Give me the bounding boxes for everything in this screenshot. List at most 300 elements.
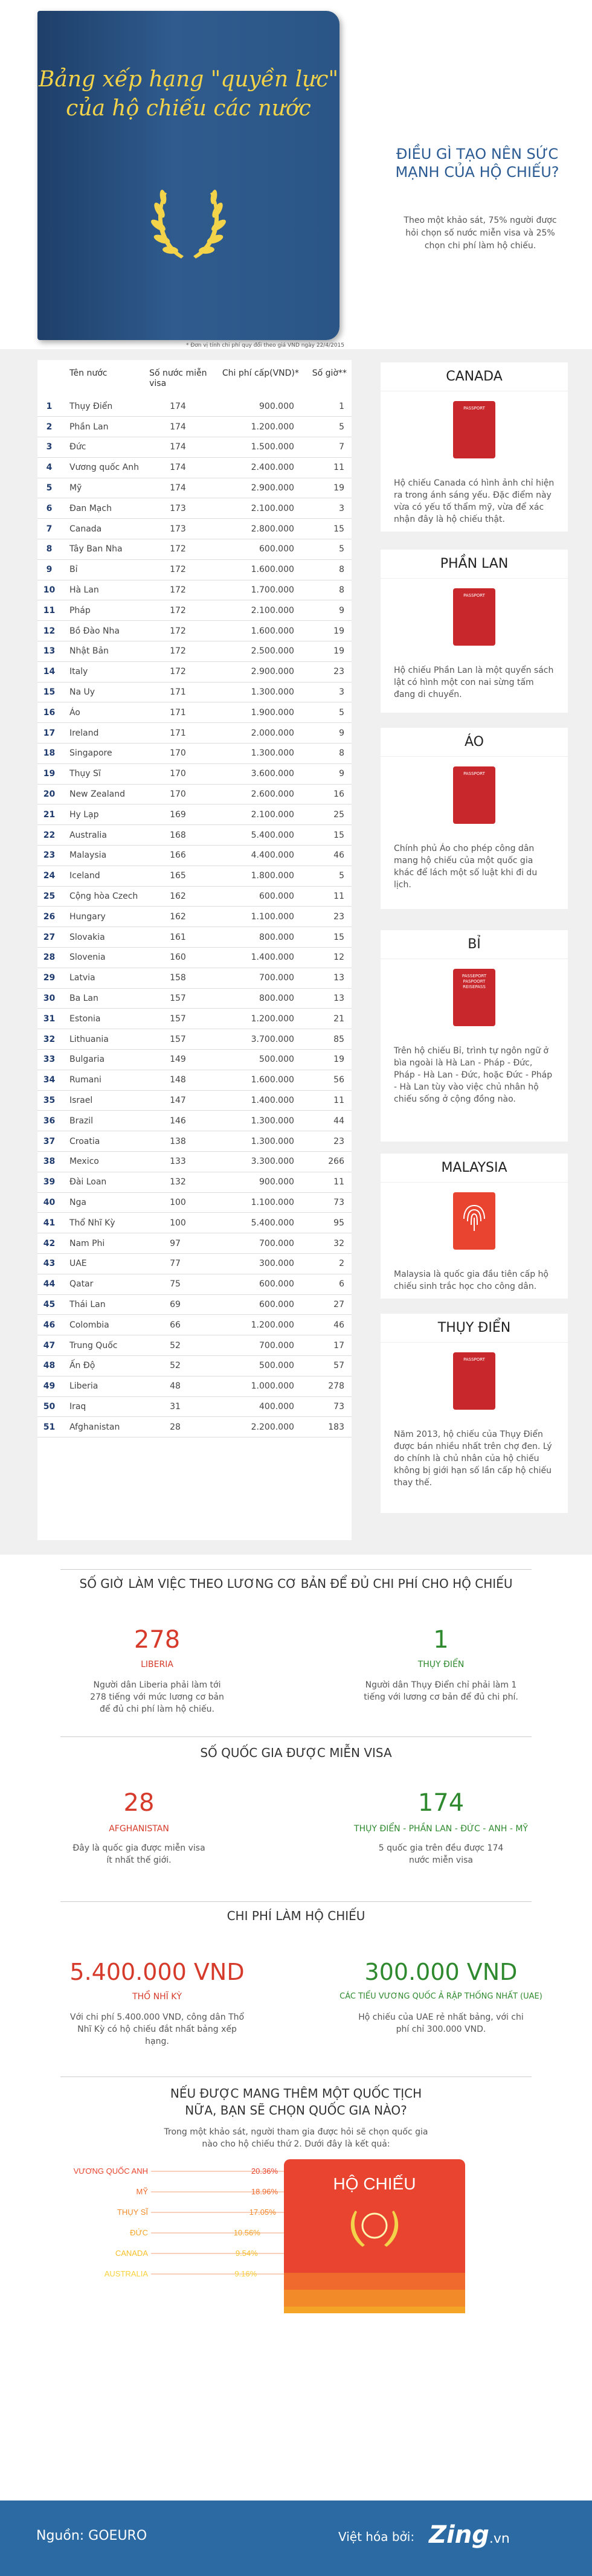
visa-free-cell: 166 xyxy=(170,850,186,861)
visa-free-cell: 157 xyxy=(170,1013,186,1024)
visa-free-cell: 157 xyxy=(170,994,186,1003)
source-text: Nguồn: GOEURO xyxy=(36,2528,147,2543)
table-row xyxy=(37,1294,352,1315)
table-row xyxy=(37,600,352,621)
why-body: Theo một khảo sát, 75% người được hỏi chọn số nước miễn visa và 25% chọn chi phí làm hộ chiếu. xyxy=(404,216,557,251)
hours-min-value: 1 xyxy=(433,1626,449,1654)
country-cell: Na Uy xyxy=(69,687,95,698)
table-row xyxy=(37,763,352,784)
chart-category-label: AUSTRALIA xyxy=(104,2269,148,2278)
hours-cell: 19 xyxy=(333,1055,344,1065)
hours-cell: 5 xyxy=(339,544,344,554)
table-row xyxy=(37,1355,352,1376)
rank-cell: 39 xyxy=(43,1177,56,1187)
rank-cell: 46 xyxy=(43,1320,56,1330)
country-cell: Croatia xyxy=(69,1136,100,1146)
table-row xyxy=(37,886,352,907)
table-row xyxy=(37,1009,352,1029)
hours-cell: 11 xyxy=(333,463,344,473)
passport-icon xyxy=(381,579,568,657)
cost-cell: 1.600.000 xyxy=(251,565,294,575)
country-cell: Qatar xyxy=(69,1279,94,1290)
cost-cell: 600.000 xyxy=(259,544,294,554)
rank-cell: 7 xyxy=(46,524,53,534)
passport-icon xyxy=(381,757,568,835)
rank-cell: 50 xyxy=(43,1401,56,1412)
rank-cell: 17 xyxy=(43,728,56,738)
country-cell: Mỹ xyxy=(69,483,82,493)
rank-cell: 4 xyxy=(46,463,53,473)
visa-free-cell: 132 xyxy=(170,1177,186,1187)
table-row xyxy=(37,437,352,458)
country-cell: Ireland xyxy=(69,728,99,738)
rank-cell: 27 xyxy=(43,932,56,942)
rank-cell: 30 xyxy=(43,994,56,1003)
fact-card xyxy=(381,362,568,532)
visa-max-desc: 5 quốc gia trên đều được 174 nước miễn visa xyxy=(378,1843,504,1865)
rank-cell: 16 xyxy=(43,707,56,718)
survey-intro: Trong một khảo sát, người tham gia được hỏi sẽ chọn quốc gia nào cho hộ chiếu thứ 2. Dưới đây là kết quả: xyxy=(164,2127,428,2149)
table-row xyxy=(37,723,352,744)
country-cell: Liberia xyxy=(69,1381,98,1392)
passport-cover xyxy=(37,11,339,340)
cost-max-country: THỔ NHĨ KỲ xyxy=(132,1992,182,2002)
fact-card-body: Năm 2013, hộ chiếu của Thụy Điển được bán nhiều nhất trên chợ đen. Lý do chính là chủ nhân của hộ chiếu không bị giới hạn số lần cấp hộ chiếu thay thế. xyxy=(394,1430,552,1488)
cost-cell: 2.400.000 xyxy=(251,463,294,473)
hours-cell: 15 xyxy=(333,524,344,534)
chart-value-label: 20.36% xyxy=(251,2166,278,2176)
table-row xyxy=(37,1131,352,1152)
visa-free-cell: 52 xyxy=(170,1361,181,1371)
visa-free-cell: 66 xyxy=(170,1320,181,1330)
visa-min-value: 28 xyxy=(123,1789,155,1817)
table-row xyxy=(37,702,352,723)
country-cell: UAE xyxy=(69,1259,87,1269)
visa-max-value: 174 xyxy=(417,1789,465,1817)
hours-max-value: 278 xyxy=(134,1626,181,1654)
cost-cell: 900.000 xyxy=(259,401,294,411)
hours-cell: 6 xyxy=(339,1279,344,1290)
cost-cell: 1.400.000 xyxy=(251,952,294,963)
hours-min-desc: Người dân Thụy Điển chỉ phải làm 1 tiếng với lương cơ bản để đủ chi phí. xyxy=(364,1680,518,1702)
cost-cell: 1.800.000 xyxy=(251,871,294,881)
rank-cell: 42 xyxy=(43,1238,56,1248)
table-row xyxy=(37,744,352,764)
rank-cell: 20 xyxy=(43,789,56,800)
hours-cell: 17 xyxy=(333,1340,344,1351)
country-cell: Canada xyxy=(69,524,102,534)
hours-cell: 21 xyxy=(333,1013,344,1024)
cost-cell: 1.200.000 xyxy=(251,1013,294,1024)
hours-cell: 5 xyxy=(339,707,344,718)
fact-card xyxy=(381,550,568,713)
hours-cell: 3 xyxy=(339,503,344,513)
cost-cell: 3.700.000 xyxy=(251,1034,294,1044)
survey-title-line-1: NẾU ĐƯỢC MANG THÊM MỘT QUỐC TỊCH xyxy=(170,2086,422,2101)
chart-category-label: CANADA xyxy=(115,2249,148,2258)
visa-free-cell: 170 xyxy=(170,769,186,779)
rank-cell: 2 xyxy=(46,422,53,432)
col-cost: Chi phí cấp(VND)* xyxy=(222,368,299,378)
visa-free-cell: 161 xyxy=(170,932,186,942)
country-cell: Nga xyxy=(69,1197,86,1207)
chart-value-label: 9.54% xyxy=(235,2249,258,2258)
country-cell: Nam Phi xyxy=(69,1238,105,1248)
cost-cell: 2.100.000 xyxy=(251,605,294,615)
rank-cell: 9 xyxy=(46,565,53,575)
rank-cell: 5 xyxy=(46,483,53,493)
chart-value-label: 17.05% xyxy=(249,2208,276,2217)
rank-cell: 10 xyxy=(43,585,56,596)
note-cost: * Đơn vị tính chi phí quy đổi theo giá VND ngày 22/4/2015 xyxy=(185,342,344,348)
country-cell: Hà Lan xyxy=(69,585,99,596)
cost-min-country: CÁC TIỂU VƯƠNG QUỐC Ả RẬP THỐNG NHẤT (UAE) xyxy=(339,1992,542,2001)
chart-category-label: ĐỨC xyxy=(130,2228,148,2237)
passport-icon xyxy=(381,1343,568,1421)
country-cell: Colombia xyxy=(69,1320,109,1330)
visa-free-cell: 162 xyxy=(170,911,186,922)
rank-cell: 19 xyxy=(43,769,56,779)
visa-free-cell: 170 xyxy=(170,789,186,800)
cost-max-desc: Với chi phí 5.400.000 VND, công dân Thổ Nhĩ Kỳ có hộ chiếu đắt nhất bảng xếp hạng. xyxy=(69,2012,245,2046)
col-hours: Số giờ** xyxy=(312,368,347,378)
country-cell: Lithuania xyxy=(69,1034,109,1044)
country-cell: Bỉ xyxy=(69,565,78,575)
visa-free-cell: 171 xyxy=(170,707,186,718)
hours-cell: 11 xyxy=(333,891,344,902)
cost-cell: 2.900.000 xyxy=(251,667,294,677)
cost-cell: 4.400.000 xyxy=(251,850,294,861)
passport-cover-mini: PASSPORT xyxy=(453,766,495,824)
visa-free-cell: 171 xyxy=(170,687,186,698)
hours-cell: 15 xyxy=(333,932,344,942)
cost-cell: 700.000 xyxy=(259,1238,294,1248)
table-row xyxy=(37,1213,352,1233)
hours-cell: 15 xyxy=(333,830,344,840)
visa-free-cell: 174 xyxy=(170,442,186,452)
visa-free-cell: 77 xyxy=(170,1259,181,1269)
table-row xyxy=(37,519,352,539)
table-row xyxy=(37,907,352,927)
rank-cell: 32 xyxy=(43,1034,56,1044)
hours-cell: 95 xyxy=(333,1218,344,1228)
rank-cell: 49 xyxy=(43,1381,56,1392)
rank-cell: 24 xyxy=(43,871,56,881)
visa-free-cell: 28 xyxy=(170,1422,181,1432)
rank-cell: 21 xyxy=(43,809,56,820)
table-row xyxy=(37,1050,352,1070)
visa-free-cell: 172 xyxy=(170,585,186,596)
fact-card-body: Malaysia là quốc gia đầu tiên cấp hộ chiếu sinh trắc học cho công dân. xyxy=(394,1270,549,1291)
cost-cell: 1.900.000 xyxy=(251,707,294,718)
visa-free-cell: 133 xyxy=(170,1157,186,1167)
cost-cell: 700.000 xyxy=(259,1340,294,1351)
table-row xyxy=(37,498,352,519)
country-cell: Estonia xyxy=(69,1013,101,1024)
ranking-table-container xyxy=(37,360,352,1540)
cost-cell: 2.900.000 xyxy=(251,483,294,493)
cost-cell: 1.100.000 xyxy=(251,911,294,922)
country-cell: Đức xyxy=(69,442,86,452)
cost-cell: 2.000.000 xyxy=(251,728,294,738)
visa-free-cell: 174 xyxy=(170,483,186,493)
visa-free-cell: 172 xyxy=(170,565,186,575)
title-line-1: Bảng xếp hạng "quyền lực" xyxy=(38,67,339,92)
visa-free-cell: 147 xyxy=(170,1095,186,1105)
country-cell: Đan Mạch xyxy=(69,503,112,513)
visa-free-cell: 146 xyxy=(170,1116,186,1126)
fact-card-title: THỤY ĐIỂN xyxy=(381,1314,568,1343)
cost-cell: 1.100.000 xyxy=(251,1197,294,1207)
rank-cell: 48 xyxy=(43,1361,56,1371)
rank-cell: 45 xyxy=(43,1299,56,1309)
country-cell: Thụy Sĩ xyxy=(69,769,101,779)
table-row xyxy=(37,1274,352,1294)
rank-cell: 28 xyxy=(43,952,56,963)
visa-free-cell: 174 xyxy=(170,401,186,411)
country-cell: Afghanistan xyxy=(69,1422,120,1432)
fact-card-title: BỈ xyxy=(381,930,568,959)
hours-max-country: LIBERIA xyxy=(141,1660,173,1669)
visa-free-cell: 100 xyxy=(170,1197,186,1207)
country-cell: Cộng hòa Czech xyxy=(69,891,138,902)
fact-card-title: MALAYSIA xyxy=(381,1154,568,1183)
hours-cell: 57 xyxy=(333,1361,344,1371)
table-row xyxy=(37,1070,352,1090)
cost-cell: 900.000 xyxy=(259,1177,294,1187)
visa-free-cell: 162 xyxy=(170,891,186,902)
country-cell: Bulgaria xyxy=(69,1055,105,1065)
cost-cell: 1.500.000 xyxy=(251,442,294,452)
hours-cell: 5 xyxy=(339,422,344,432)
table-row xyxy=(37,457,352,478)
rank-cell: 26 xyxy=(43,911,56,922)
hours-cell: 9 xyxy=(339,728,344,738)
cost-cell: 800.000 xyxy=(259,932,294,942)
cost-cell: 1.300.000 xyxy=(251,1136,294,1146)
hours-min-country: THỤY ĐIỂN xyxy=(417,1660,465,1669)
country-cell: Iceland xyxy=(69,871,100,881)
header xyxy=(0,0,592,350)
rank-cell: 51 xyxy=(43,1422,56,1432)
table-row xyxy=(37,846,352,866)
table-row xyxy=(37,417,352,437)
table-row xyxy=(37,866,352,886)
cost-cell: 2.100.000 xyxy=(251,503,294,513)
hours-cell: 183 xyxy=(328,1422,344,1432)
hours-cell: 23 xyxy=(333,1136,344,1146)
table-row xyxy=(37,1335,352,1356)
rank-cell: 12 xyxy=(43,626,56,636)
rank-cell: 33 xyxy=(43,1055,56,1065)
hours-cell: 7 xyxy=(339,442,344,452)
hours-cell: 2 xyxy=(339,1259,344,1269)
cost-cell: 1.200.000 xyxy=(251,1320,294,1330)
visa-min-country: AFGHANISTAN xyxy=(109,1824,169,1834)
cost-cell: 2.200.000 xyxy=(251,1422,294,1432)
country-cell: Pháp xyxy=(69,605,91,615)
chart-value-label: 9.16% xyxy=(234,2269,257,2278)
hours-cell: 8 xyxy=(339,565,344,575)
rank-cell: 41 xyxy=(43,1218,56,1228)
country-cell: Malaysia xyxy=(69,850,107,861)
rank-cell: 29 xyxy=(43,973,56,983)
cost-max-value: 5.400.000 VND xyxy=(69,1959,245,1985)
country-cell: Nhật Bản xyxy=(69,646,109,657)
rank-cell: 43 xyxy=(43,1259,56,1269)
hours-cell: 12 xyxy=(333,952,344,963)
visa-free-cell: 171 xyxy=(170,728,186,738)
page-title xyxy=(37,65,339,123)
table-row xyxy=(37,580,352,600)
hours-cell: 46 xyxy=(333,850,344,861)
table-row xyxy=(37,641,352,662)
passport-cover-mini: PASSPORT xyxy=(453,588,495,646)
chart-category-label: THỤY SĨ xyxy=(117,2208,148,2217)
table-row xyxy=(37,478,352,498)
chart-category-label: VƯƠNG QUỐC ANH xyxy=(73,2166,148,2176)
table-row xyxy=(37,1192,352,1213)
fact-card-body: Chính phủ Áo cho phép công dân mang hộ chiếu của một quốc gia khác để lách một số luật khi đi du lịch. xyxy=(394,844,538,890)
rank-cell: 8 xyxy=(46,544,53,554)
hours-title: SỐ GIỜ LÀM VIỆC THEO LƯƠNG CƠ BẢN ĐỂ ĐỦ CHI PHÍ CHO HỘ CHIẾU xyxy=(79,1576,513,1591)
rank-cell: 47 xyxy=(43,1340,56,1351)
rank-cell: 44 xyxy=(43,1279,56,1290)
visa-free-cell: 160 xyxy=(170,952,186,963)
table-row xyxy=(37,1111,352,1131)
table-row xyxy=(37,1233,352,1254)
fact-card xyxy=(381,1314,568,1513)
cost-cell: 1.700.000 xyxy=(251,585,294,596)
rank-cell: 11 xyxy=(43,605,56,615)
visa-free-cell: 173 xyxy=(170,524,186,534)
country-cell: Thụy Điển xyxy=(69,401,113,411)
hours-cell: 73 xyxy=(333,1401,344,1412)
hours-cell: 32 xyxy=(333,1238,344,1248)
cost-cell: 5.400.000 xyxy=(251,830,294,840)
chart-bar xyxy=(284,2256,465,2273)
rank-cell: 14 xyxy=(43,667,56,677)
hours-cell: 85 xyxy=(333,1034,344,1044)
hours-cell: 11 xyxy=(333,1177,344,1187)
hours-cell: 23 xyxy=(333,911,344,922)
fact-card xyxy=(381,728,568,909)
visa-free-cell: 97 xyxy=(170,1238,181,1248)
survey-title-line-2: NỮA, BẠN SẼ CHỌN QUỐC GIA NÀO? xyxy=(185,2103,407,2118)
second-citizenship-chart xyxy=(0,2156,592,2313)
passport-icon xyxy=(381,959,568,1038)
divider xyxy=(60,1736,532,1737)
visa-free-cell: 173 xyxy=(170,503,186,513)
country-cell: Thái Lan xyxy=(69,1299,106,1309)
col-rank xyxy=(37,360,61,396)
cost-cell: 300.000 xyxy=(259,1259,294,1269)
table-row xyxy=(37,396,352,417)
cost-cell: 1.600.000 xyxy=(251,626,294,636)
country-cell: Thổ Nhĩ Kỳ xyxy=(69,1218,115,1228)
zing-logo[interactable] xyxy=(429,2521,510,2549)
country-cell: New Zealand xyxy=(69,789,125,800)
fact-card-body: Hộ chiếu Phần Lan là một quyển sách lật có hình một con nai sừng tấm đang di chuyển. xyxy=(394,666,554,699)
hours-cell: 3 xyxy=(339,687,344,698)
visa-free-cell: 100 xyxy=(170,1218,186,1228)
hours-cell: 27 xyxy=(333,1299,344,1309)
table-row xyxy=(37,1417,352,1437)
country-cell: Mexico xyxy=(69,1157,99,1167)
country-cell: Latvia xyxy=(69,973,95,983)
table-row xyxy=(37,825,352,846)
cost-cell: 1.300.000 xyxy=(251,748,294,759)
cost-cell: 2.100.000 xyxy=(251,809,294,820)
cost-cell: 1.200.000 xyxy=(251,422,294,432)
hours-cell: 19 xyxy=(333,626,344,636)
cost-cell: 5.400.000 xyxy=(251,1218,294,1228)
country-cell: Tây Ban Nha xyxy=(69,544,123,554)
visa-free-cell: 148 xyxy=(170,1075,186,1085)
table-row xyxy=(37,1090,352,1111)
rank-cell: 31 xyxy=(43,1013,56,1024)
table-row xyxy=(37,559,352,580)
cost-cell: 1.300.000 xyxy=(251,1116,294,1126)
table-row xyxy=(37,621,352,641)
col-visa-free: Số nước miễn visa xyxy=(149,368,207,388)
rank-cell: 13 xyxy=(43,646,56,657)
visa-min-desc: Đây là quốc gia được miễn visa ít nhất thế giới. xyxy=(72,1843,205,1865)
title-line-2: của hộ chiếu các nước xyxy=(66,96,311,121)
hours-cell: 1 xyxy=(339,401,344,411)
chart-bar xyxy=(284,2290,465,2307)
table-row xyxy=(37,968,352,988)
visa-free-cell: 172 xyxy=(170,646,186,657)
table-row xyxy=(37,1151,352,1172)
hours-max-desc: Người dân Liberia phải làm tới 278 tiếng với mức lương cơ bản để đủ chi phí làm hộ chiếu. xyxy=(90,1680,224,1714)
credit-text: Việt hóa bởi: xyxy=(338,2529,415,2544)
cost-title: CHI PHÍ LÀM HỘ CHIẾU xyxy=(227,1909,365,1923)
cost-cell: 1.600.000 xyxy=(251,1075,294,1085)
visa-free-cell: 149 xyxy=(170,1055,186,1065)
cost-cell: 3.600.000 xyxy=(251,769,294,779)
rank-cell: 23 xyxy=(43,850,56,861)
hours-cell: 19 xyxy=(333,483,344,493)
hours-cell: 23 xyxy=(333,667,344,677)
cost-cell: 600.000 xyxy=(259,891,294,902)
fact-card-body: Hộ chiếu Canada có hình ảnh chỉ hiện ra trong ánh sáng yếu. Đặc điểm này vừa có yếu tố thẩm mỹ, vừa để xác nhận đây là hộ chiếu thật. xyxy=(394,478,555,524)
country-cell: Bồ Đào Nha xyxy=(69,626,120,636)
passport-icon xyxy=(381,1183,568,1261)
visa-free-cell: 52 xyxy=(170,1340,181,1351)
hours-cell: 19 xyxy=(333,646,344,657)
passport-cover-mini xyxy=(453,1192,495,1250)
visa-free-cell: 172 xyxy=(170,626,186,636)
passport-cover-mini: PASSEPORT PASPOORT REISEPASS xyxy=(453,969,495,1026)
rank-cell: 38 xyxy=(43,1157,56,1167)
hours-cell: 278 xyxy=(328,1381,344,1392)
laurel-wreath-icon xyxy=(146,174,231,265)
hours-cell: 46 xyxy=(333,1320,344,1330)
country-cell: Rumani xyxy=(69,1075,101,1085)
cost-cell: 2.800.000 xyxy=(251,524,294,534)
country-cell: Đài Loan xyxy=(69,1177,107,1187)
cost-cell: 1.400.000 xyxy=(251,1095,294,1105)
hours-cell: 13 xyxy=(333,973,344,983)
cost-cell: 600.000 xyxy=(259,1299,294,1309)
visa-free-cell: 138 xyxy=(170,1136,186,1146)
rank-cell: 6 xyxy=(46,503,53,513)
passport-cover-mini: PASSPORT xyxy=(453,401,495,458)
hours-cell: 266 xyxy=(328,1157,344,1167)
ranking-table-body xyxy=(37,396,352,1437)
chart-bar xyxy=(284,2307,465,2313)
